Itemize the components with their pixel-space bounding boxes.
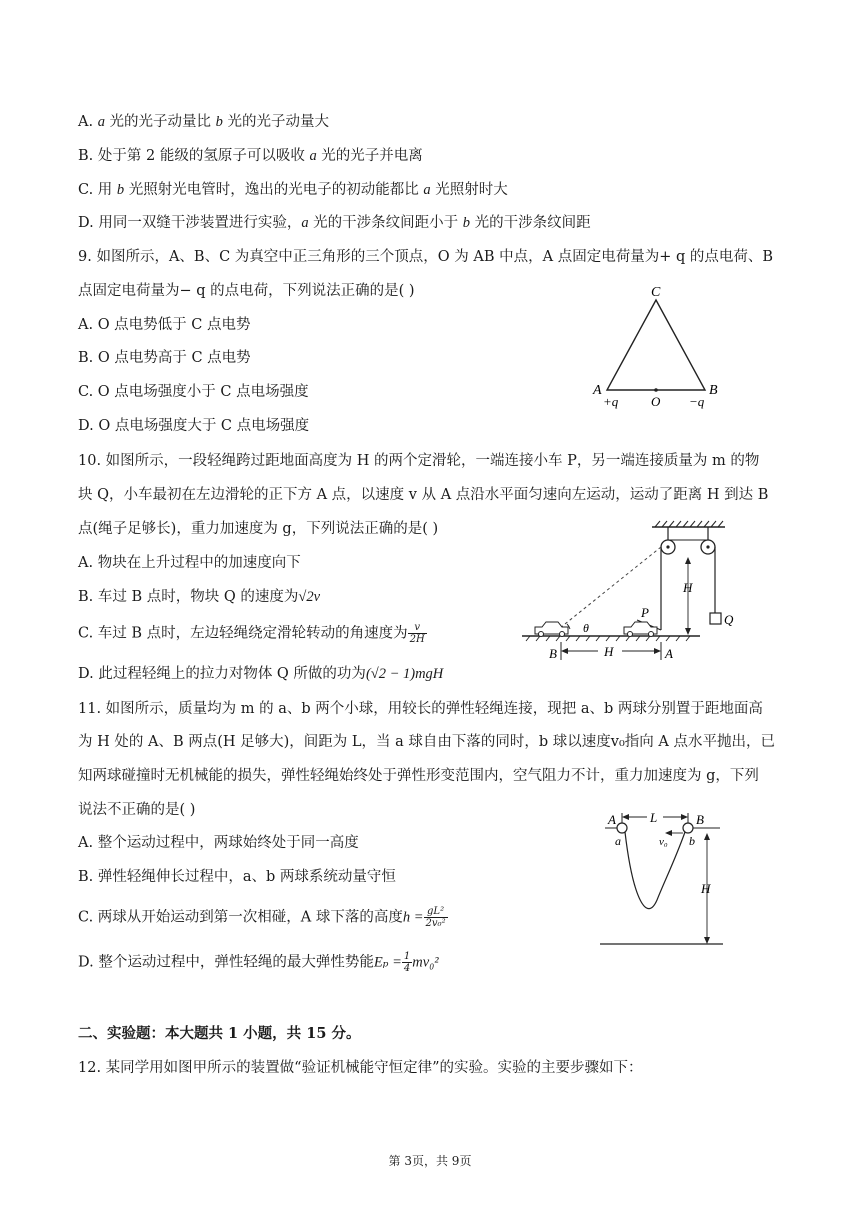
fig-label-v0: v₀	[659, 836, 668, 848]
q11-two-balls-figure	[595, 805, 740, 950]
q10-option-b-formula: √2v	[298, 589, 321, 605]
q10-pulley-figure	[520, 520, 760, 665]
q8-option-d: D. 用同一双缝干涉装置进行实验，a 光的干涉条纹间距小于 b 光的干涉条纹间距	[78, 215, 591, 231]
q12-stem: 12. 某同学用如图甲所示的装置做“验证机械能守恒定律”的实验。实验的主要步骤如下：	[78, 1060, 643, 1076]
ball-b-icon	[683, 823, 693, 833]
fig-label-b: B	[709, 383, 718, 398]
fig-label-q: Q	[724, 612, 734, 627]
fig-label-a-lower: a	[615, 834, 621, 848]
fig-label-p: P	[641, 605, 649, 620]
q8-option-b: B. 处于第 2 能级的氢原子可以吸收 a 光的光子并电离	[78, 148, 423, 164]
q10-option-d: D. 此过程轻绳上的拉力对物体 Q 所做的功为(√2 − 1)mgH	[78, 666, 444, 682]
fig-label-c: C	[651, 285, 661, 300]
fig-label-h: H	[701, 881, 711, 896]
q10-option-a: A. 物块在上升过程中的加速度向下	[78, 555, 301, 571]
q9-stem-line1: 9. 如图所示，A、B、C 为真空中正三角形的三个顶点，O 为 AB 中点，A 点固定电荷量为+ q 的点电荷、B	[78, 249, 773, 265]
fig-label-h-vertical: H	[683, 580, 693, 595]
q11-option-a: A. 整个运动过程中，两球始终处于同一高度	[78, 835, 359, 851]
fig-label-o: O	[651, 394, 661, 409]
q8-option-c: C. 用 b 光照射光电管时，逸出的光电子的初动能都比 a 光照射时大	[78, 182, 508, 198]
q11-stem-line1: 11. 如图所示，质量均为 m 的 a、b 两个小球，用较长的弹性轻绳连接，现把 a、b 两球分别置于距地面高	[78, 701, 763, 717]
q10-stem-line1: 10. 如图所示，一段轻绳跨过距地面高度为 H 的两个定滑轮，一端连接小车 P，另一端连接质量为 m 的物	[78, 453, 760, 469]
block-q-icon	[710, 613, 721, 624]
q10-stem-line2: 块 Q，小车最初在左边滑轮的正下方 A 点，以速度 v 从 A 点沿水平面匀速向左运动，运动了距离 H 到达 B	[78, 487, 769, 503]
q9-triangle-figure	[585, 282, 735, 412]
q9-stem-line2: 点固定电荷量为− q 的点电荷，下列说法正确的是( )	[78, 283, 415, 299]
q10-stem-line3: 点(绳子足够长)，重力加速度为 g，下列说法正确的是( )	[78, 521, 439, 537]
q8-option-a: A. a 光的光子动量比 b 光的光子动量大	[78, 114, 330, 130]
fig-label-h-horizontal: H	[604, 644, 614, 659]
car-left-icon	[535, 622, 568, 637]
q9-option-d: D. O 点电场强度大于 C 点电场强度	[78, 418, 310, 434]
q9-option-c: C. O 点电场强度小于 C 点电场强度	[78, 384, 309, 400]
q9-option-b: B. O 点电势高于 C 点电势	[78, 350, 251, 366]
fig-label-minus-q: −q	[689, 394, 705, 409]
q11-option-d-fraction: $\frac{1}{4}$	[403, 951, 411, 974]
q11-stem-line4: 说法不正确的是( )	[78, 802, 196, 818]
fig-label-a: A	[593, 383, 602, 398]
fig-label-b: B	[549, 646, 557, 661]
q10-option-c: C. 车过 B 点时，左边轻绳绕定滑轮转动的角速度为 $\frac{v}{2H}$	[78, 622, 425, 645]
section-heading-experiment: 二、实验题：本大题共 1 小题，共 15 分。	[78, 1025, 361, 1042]
q10-option-d-formula: (√2 − 1)mgH	[365, 666, 444, 682]
q11-option-d: D. 整个运动过程中，弹性轻绳的最大弹性势能Eₚ = $\frac{1}{4}$ mv₀²	[78, 951, 439, 974]
q10-option-b: B. 车过 B 点时，物块 Q 的速度为√2v	[78, 589, 321, 605]
q11-stem-line3: 知两球碰撞时无机械能的损失，弹性轻绳始终处于弹性形变范围内，空气阻力不计，重力加速度为 g，下列	[78, 768, 759, 784]
fig-label-a-upper: A	[608, 812, 616, 827]
fig-label-b-lower: b	[689, 834, 695, 848]
fig-label-b-upper: B	[696, 812, 704, 827]
q9-option-a: A. O 点电势低于 C 点电势	[78, 317, 251, 333]
q11-option-c-fraction: $\frac{\text{gL²}}{\text{2v₀²}}$	[425, 906, 446, 929]
page-footer: 第 3页，共 9页	[388, 1154, 472, 1168]
fig-label-plus-q: +q	[603, 394, 619, 409]
q11-option-b: B. 弹性轻绳伸长过程中，a、b 两球系统动量守恒	[78, 869, 396, 885]
fig-label-theta: θ	[583, 621, 589, 635]
fig-label-l: L	[650, 810, 658, 825]
q11-stem-line2: 为 H 处的 A、B 两点(H 足够大)，间距为 L，当 a 球自由下落的同时，b 球以速度v₀指向 A 点水平抛出，已	[78, 734, 775, 750]
fig-label-a: A	[665, 646, 673, 661]
car-p-icon	[624, 622, 657, 637]
ball-a-icon	[617, 823, 627, 833]
q11-option-c: C. 两球从开始运动到第一次相碰，A 球下落的高度h = $\frac{\text{gL²}}{\text{2v₀²}}$	[78, 906, 446, 929]
q10-option-c-fraction: $\frac{v}{2H}$	[409, 622, 425, 645]
